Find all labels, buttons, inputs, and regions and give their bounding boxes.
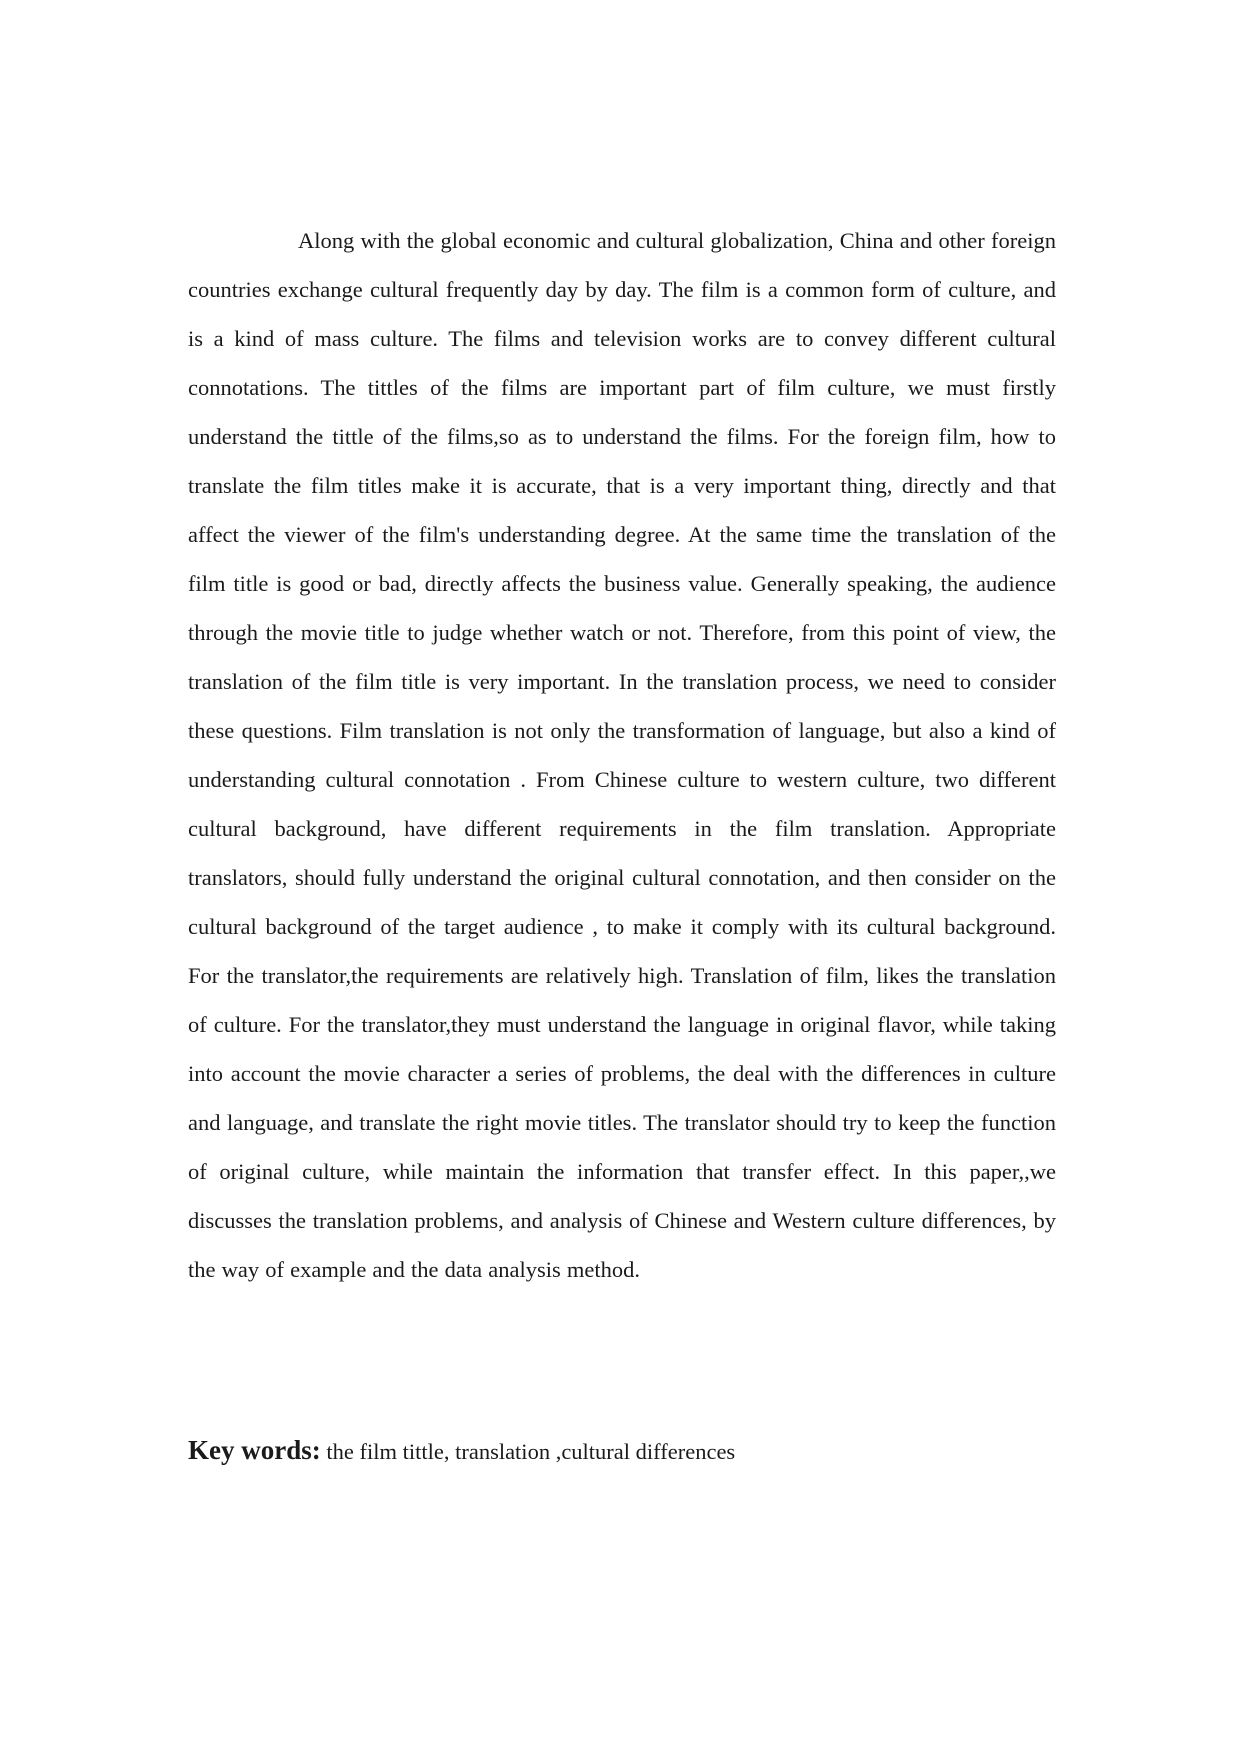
keywords-line	[188, 1430, 1056, 1472]
keywords-value: the film tittle, translation ,cultural differences	[320, 1439, 736, 1464]
abstract-paragraph: Along with the global economic and cultural globalization, China and other foreign countries exchange cultural frequently day by day. The film is a common form of culture, and is a kind of mass culture. The films and television works are to convey different cultural connotations. The tittles of the films are important part of film culture, we must firstly understand the tittle of the films,so as to understand the films. For the foreign film, how to translate the film titles make it is accurate, that is a very important thing, directly and that affect the viewer of the film's understanding degree. At the same time the translation of the film title is good or bad, directly affects the business value. Generally speaking, the audience through the movie title to judge whether watch or not. Therefore, from this point of view, the translation of the film title is very important. In the translation process, we need to consider these questions. Film translation is not only the transformation of language, but also a kind of understanding cultural connotation . From Chinese culture to western culture, two different cultural background, have different requirements in the film translation. Appropriate translators, should fully understand the original cultural connotation, and then consider on the cultural background of the target audience , to make it comply with its cultural background. For the translator,the requirements are relatively high. Translation of film, likes the translation of culture. For the translator,they must understand the language in original flavor, while taking into account the movie character a series of problems, the deal with the differences in culture and language, and translate the right movie titles. The translator should try to keep the function of original culture, while maintain the information that transfer effect. In this paper,,we discusses the translation problems, and analysis of Chinese and Western culture differences, by the way of example and the data analysis method.	[188, 228, 1056, 1282]
keywords-label: Key words:	[188, 1435, 321, 1465]
